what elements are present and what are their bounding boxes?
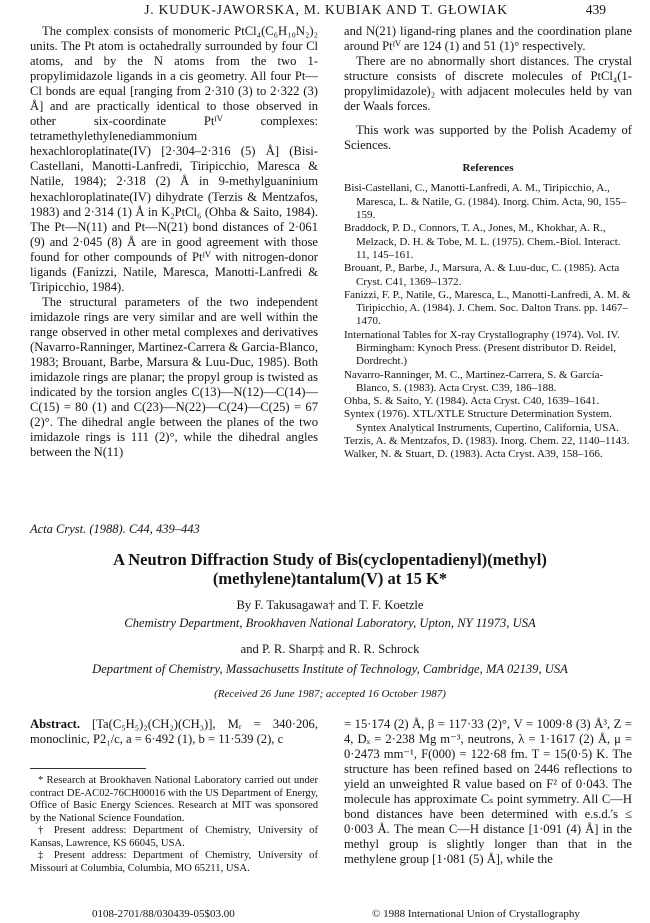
acknowledgement: This work was supported by the Polish Academy of Sciences. — [344, 123, 632, 153]
reference-item: Syntex (1976). XTL/XTLE Structure Determination System. Syntex Analytical Instruments, Cupertino, California, USA. — [344, 408, 620, 434]
article-code: 0108-2701/88/030439-05$03.00 — [92, 908, 235, 920]
copyright: © 1988 International Union of Crystallography — [372, 908, 580, 920]
received-dates: (Received 26 June 1987; accepted 16 October 1987) — [214, 688, 446, 700]
abstract-text: [Ta(C₅H₅)₂(CH₂)(CH₃)], Mᵣ = 340·206, monoclinic, P2₁/c, a = 6·492 (1), b = 11·539 (2), c — [30, 717, 318, 746]
footnote: * Research at Brookhaven National Laboratory carried out under contract DE-AC02-76CH00016 with the US Department of Energy, Office of Basic Energy Sciences. Research at MIT was sponsored by the National Science Foundation. — [30, 775, 318, 824]
abstract-label: Abstract. — [30, 717, 81, 731]
right-column — [344, 24, 632, 462]
footnote-divider — [30, 768, 146, 769]
abstract-start — [30, 717, 318, 747]
reference-item: Terzis, A. & Mentzafos, D. (1983). Inorg. Chem. 22, 1140–1143. — [344, 435, 630, 448]
reference-item: Walker, N. & Stuart, D. (1983). Acta Cryst. A39, 158–166. — [344, 448, 603, 461]
page-number: 439 — [585, 2, 606, 17]
article-title: A Neutron Diffraction Study of Bis(cyclopentadienyl)(methyl)(methylene)tantalum(V) at 15 K* — [113, 550, 547, 588]
left-column — [30, 24, 318, 460]
footnotes — [30, 775, 318, 875]
author-affiliation: Department of Chemistry, Massachusetts Institute of Technology, Cambridge, MA 02139, USA — [92, 662, 568, 676]
footnote: † Present address: Department of Chemistry, University of Kansas, Lawrence, KS 66045, USA. — [30, 825, 318, 849]
running-head — [0, 2, 650, 20]
reference-item: Brouant, P., Barbe, J., Marsura, A. & Luu-duc, C. (1985). Acta Cryst. C41, 1369–1372. — [344, 262, 620, 288]
footnote: ‡ Present address: Department of Chemistry, University of Missouri at Columbia, Columbia, MO 65211, USA. — [30, 850, 318, 874]
abstract-continued: = 15·174 (2) Å, β = 117·33 (2)°, V = 1009·8 (3) Å³, Z = 4, Dₓ = 2·238 Mg m⁻³, neutrons, λ = 1·1617 (2) Å, μ = 0·2473 mm⁻¹, F(000) = 122·68 fm. T = 15(0·5) K. The structure has been refined based on 2446 reflections to yield an unweighted R value based on F² of 0·043. The molecule has approximate Cₛ point symmetry. All C—H bond distances have been determined with e.s.d.'s ≤ 0·003 Å. The mean C—H distance [1·091 (4) Å] in the methyl group is slightly longer than that in the methylene group [1·081 (5) Å], while the — [344, 717, 632, 866]
running-head-authors: J. KUDUK-JAWORSKA, M. KUBIAK AND T. GŁOWIAK — [144, 2, 508, 17]
journal-citation: Acta Cryst. (1988). C44, 439–443 — [30, 522, 200, 536]
author-affiliation: Chemistry Department, Brookhaven National Laboratory, Upton, NY 11973, USA — [124, 616, 536, 630]
reference-item: Braddock, P. D., Connors, T. A., Jones, M., Khokhar, A. R., Melzack, D. H. & Tobe, M. L. (1975). Chem.-Biol. Interact. 11, 145–161. — [344, 222, 621, 261]
body-paragraph: The complex consists of monomeric PtCl₄(C₆H₁₀N₂)₂ units. The Pt atom is octahedrally surrounded by four Cl atoms, and by the N atoms from the two 1-propylimidazole ligands in a cis geometry. All four Pt—Cl bonds are equal [ranging from 2·310 (3) to 2·322 (3) Å] and are practically identical to those observed in other six-coordinate Ptᴵⱽ complexes: tetramethylethylenediammonium hexachloroplatinate(IV) [2·304–2·316 (5) Å] (Bisi-Castellani, Manotti-Lanfredi, Tiripicchio, Maresca & Natile, 1984); 2·318 (2) Å in 9-methylguaninium hexachloroplatinate(IV) dihydrate (Terzis & Mentzafos, 1983) and 2·314 (1) Å in K₂PtCl₆ (Ohba & Saito, 1984). The Pt—N(11) and Pt—N(21) bond distances of 2·061 (9) and 2·045 (8) Å are in good agreement with those found for other compounds of Ptᴵⱽ with nitrogen-donor ligands (Fanizzi, Natile, Maresca, Manotti-Lanfredi & Tiripicchio, 1984). — [30, 24, 318, 294]
references-heading: References — [462, 162, 514, 175]
reference-item: Ohba, S. & Saito, Y. (1984). Acta Cryst. C40, 1639–1641. — [344, 395, 600, 408]
reference-item: Bisi-Castellani, C., Manotti-Lanfredi, A. M., Tiripicchio, A., Maresca, L. & Natile, G. (1984). Inorg. Chim. Acta, 90, 155–159. — [344, 182, 627, 222]
body-paragraph: There are no abnormally short distances. The crystal structure consists of discrete molecules of PtCl₄(1-propylimidazole)₂ with adjacent molecules held by van der Waals forces. — [344, 54, 632, 114]
author-byline: By F. Takusagawa† and T. F. Koetzle — [236, 598, 424, 612]
body-paragraph: and N(21) ligand-ring planes and the coordination plane around Ptᴵⱽ are 124 (1) and 51 (1)° respectively. — [344, 24, 632, 54]
reference-item: International Tables for X-ray Crystallography (1974). Vol. IV. Birmingham: Kynoch Press. (Present distributor D. Reidel, Dordrecht.) — [344, 328, 620, 368]
body-paragraph: The structural parameters of the two independent imidazole rings are very similar and are well within the range observed in other metal complexes and derivatives (Navarro-Ranninger, Martinez-Carrera & Garcia-Blanco, 1983; Brouant, Barbe, Marsura & Luu-Duc, 1985). Both imidazole rings are planar; the propyl group is twisted as indicated by the torsion angles C(13)—N(12)—C(14)—C(15) = 80 (1) and C(23)—N(22)—C(24)—C(25) = 67 (2)°. The dihedral angle between the planes of the two imidazole rings is 111 (2)°, while the dihedral angles between the N(11) — [30, 294, 318, 460]
reference-item: Navarro-Ranninger, M. C., Martinez-Carrera, S. & García-Blanco, S. (1983). Acta Cryst. C39, 186–188. — [344, 368, 604, 394]
reference-item: Fanizzi, F. P., Natile, G., Maresca, L., Manotti-Lanfredi, A. M. & Tiripicchio, A. (1984). J. Chem. Soc. Dalton Trans. pp. 1467–1470. — [344, 288, 631, 328]
author-byline: and P. R. Sharp‡ and R. R. Schrock — [240, 642, 420, 656]
